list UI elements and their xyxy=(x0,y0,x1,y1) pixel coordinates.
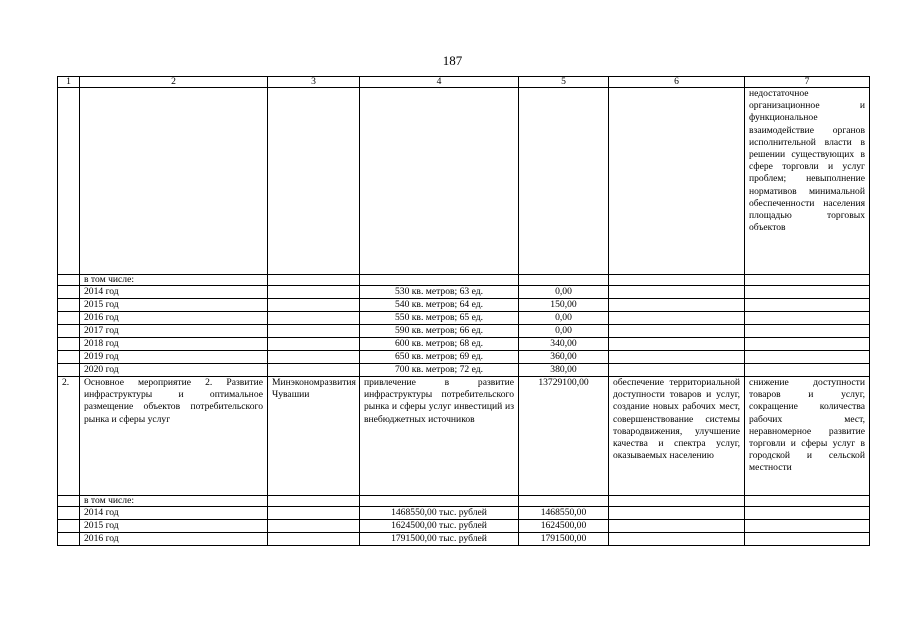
continuation-text: недостаточное организационное и функциональное взаимодействие органов исполнительной власти в решении существующих в сфере торговли и услуг проблем; невыполнение нормативов минимальной обеспеченности населения площадью торговых объектов xyxy=(745,88,870,275)
table-row xyxy=(58,507,870,520)
amount-cell: 1468550,00 xyxy=(519,507,609,520)
table-row xyxy=(58,533,870,546)
year-cell: 2018 год xyxy=(80,338,268,351)
amount-cell: 0,00 xyxy=(519,325,609,338)
year-cell: 2020 год xyxy=(80,364,268,377)
header-cell: 3 xyxy=(268,77,360,88)
measure-risks: снижение доступности товаров и услуг, сокращение количества рабочих мест, неравномерное развитие торговли и сферы услуг в городской и сельской местности xyxy=(745,377,870,496)
table-row xyxy=(58,338,870,351)
year-cell: 2019 год xyxy=(80,351,268,364)
including-label: в том числе: xyxy=(80,275,268,286)
header-cell: 1 xyxy=(58,77,80,88)
year-cell: 2016 год xyxy=(80,533,268,546)
amount-cell: 1791500,00 xyxy=(519,533,609,546)
amount-cell: 360,00 xyxy=(519,351,609,364)
amount-cell: 1624500,00 xyxy=(519,520,609,533)
amount-cell: 340,00 xyxy=(519,338,609,351)
amount-cell: 150,00 xyxy=(519,299,609,312)
table-row xyxy=(58,312,870,325)
plan-cell: 530 кв. метров; 63 ед. xyxy=(360,286,519,299)
including-row xyxy=(58,275,870,286)
measure-result: обеспечение территориальной доступности товаров и услуг, создание новых рабочих мест, совершенствование системы товародвижения, улучшение качества и спектра услуг, оказываемых населению xyxy=(609,377,745,496)
plan-cell: 540 кв. метров; 64 ед. xyxy=(360,299,519,312)
header-cell: 4 xyxy=(360,77,519,88)
amount-cell: 380,00 xyxy=(519,364,609,377)
year-cell: 2017 год xyxy=(80,325,268,338)
year-cell: 2016 год xyxy=(80,312,268,325)
plan-cell: 550 кв. метров; 65 ед. xyxy=(360,312,519,325)
measure-executor: Минэкономразвития Чувашии xyxy=(268,377,360,496)
table-row xyxy=(58,520,870,533)
year-cell: 2015 год xyxy=(80,299,268,312)
page-number: 187 xyxy=(442,53,463,68)
amount-cell: 0,00 xyxy=(519,312,609,325)
plan-cell: 1468550,00 тыс. рублей xyxy=(360,507,519,520)
header-cell: 5 xyxy=(519,77,609,88)
measure-name: Основное мероприятие 2. Развитие инфраструктуры и оптимальное размещение объектов потребительского рынка и сферы услуг xyxy=(80,377,268,496)
table-row xyxy=(58,325,870,338)
continuation-row xyxy=(58,88,870,275)
table-row xyxy=(58,286,870,299)
measure-row xyxy=(58,377,870,496)
header-cell: 2 xyxy=(80,77,268,88)
plan-cell: 700 кв. метров; 72 ед. xyxy=(360,364,519,377)
table-row xyxy=(58,364,870,377)
table-row xyxy=(58,299,870,312)
including-row xyxy=(58,496,870,507)
plan-cell: 600 кв. метров; 68 ед. xyxy=(360,338,519,351)
plan-cell: 590 кв. метров; 66 ед. xyxy=(360,325,519,338)
plan-cell: 1624500,00 тыс. рублей xyxy=(360,520,519,533)
measure-amount: 13729100,00 xyxy=(519,377,609,496)
plan-cell: 650 кв. метров; 69 ед. xyxy=(360,351,519,364)
header-row xyxy=(58,77,870,88)
year-cell: 2015 год xyxy=(80,520,268,533)
measures-table xyxy=(57,76,870,546)
measure-number: 2. xyxy=(58,377,80,496)
header-cell: 6 xyxy=(609,77,745,88)
measure-indicator: привлечение в развитие инфраструктуры потребительского рынка и сферы услуг инвестиций из внебюджетных источников xyxy=(360,377,519,496)
year-cell: 2014 год xyxy=(80,286,268,299)
plan-cell: 1791500,00 тыс. рублей xyxy=(360,533,519,546)
including-label: в том числе: xyxy=(80,496,268,507)
amount-cell: 0,00 xyxy=(519,286,609,299)
header-cell: 7 xyxy=(745,77,870,88)
table-row xyxy=(58,351,870,364)
year-cell: 2014 год xyxy=(80,507,268,520)
